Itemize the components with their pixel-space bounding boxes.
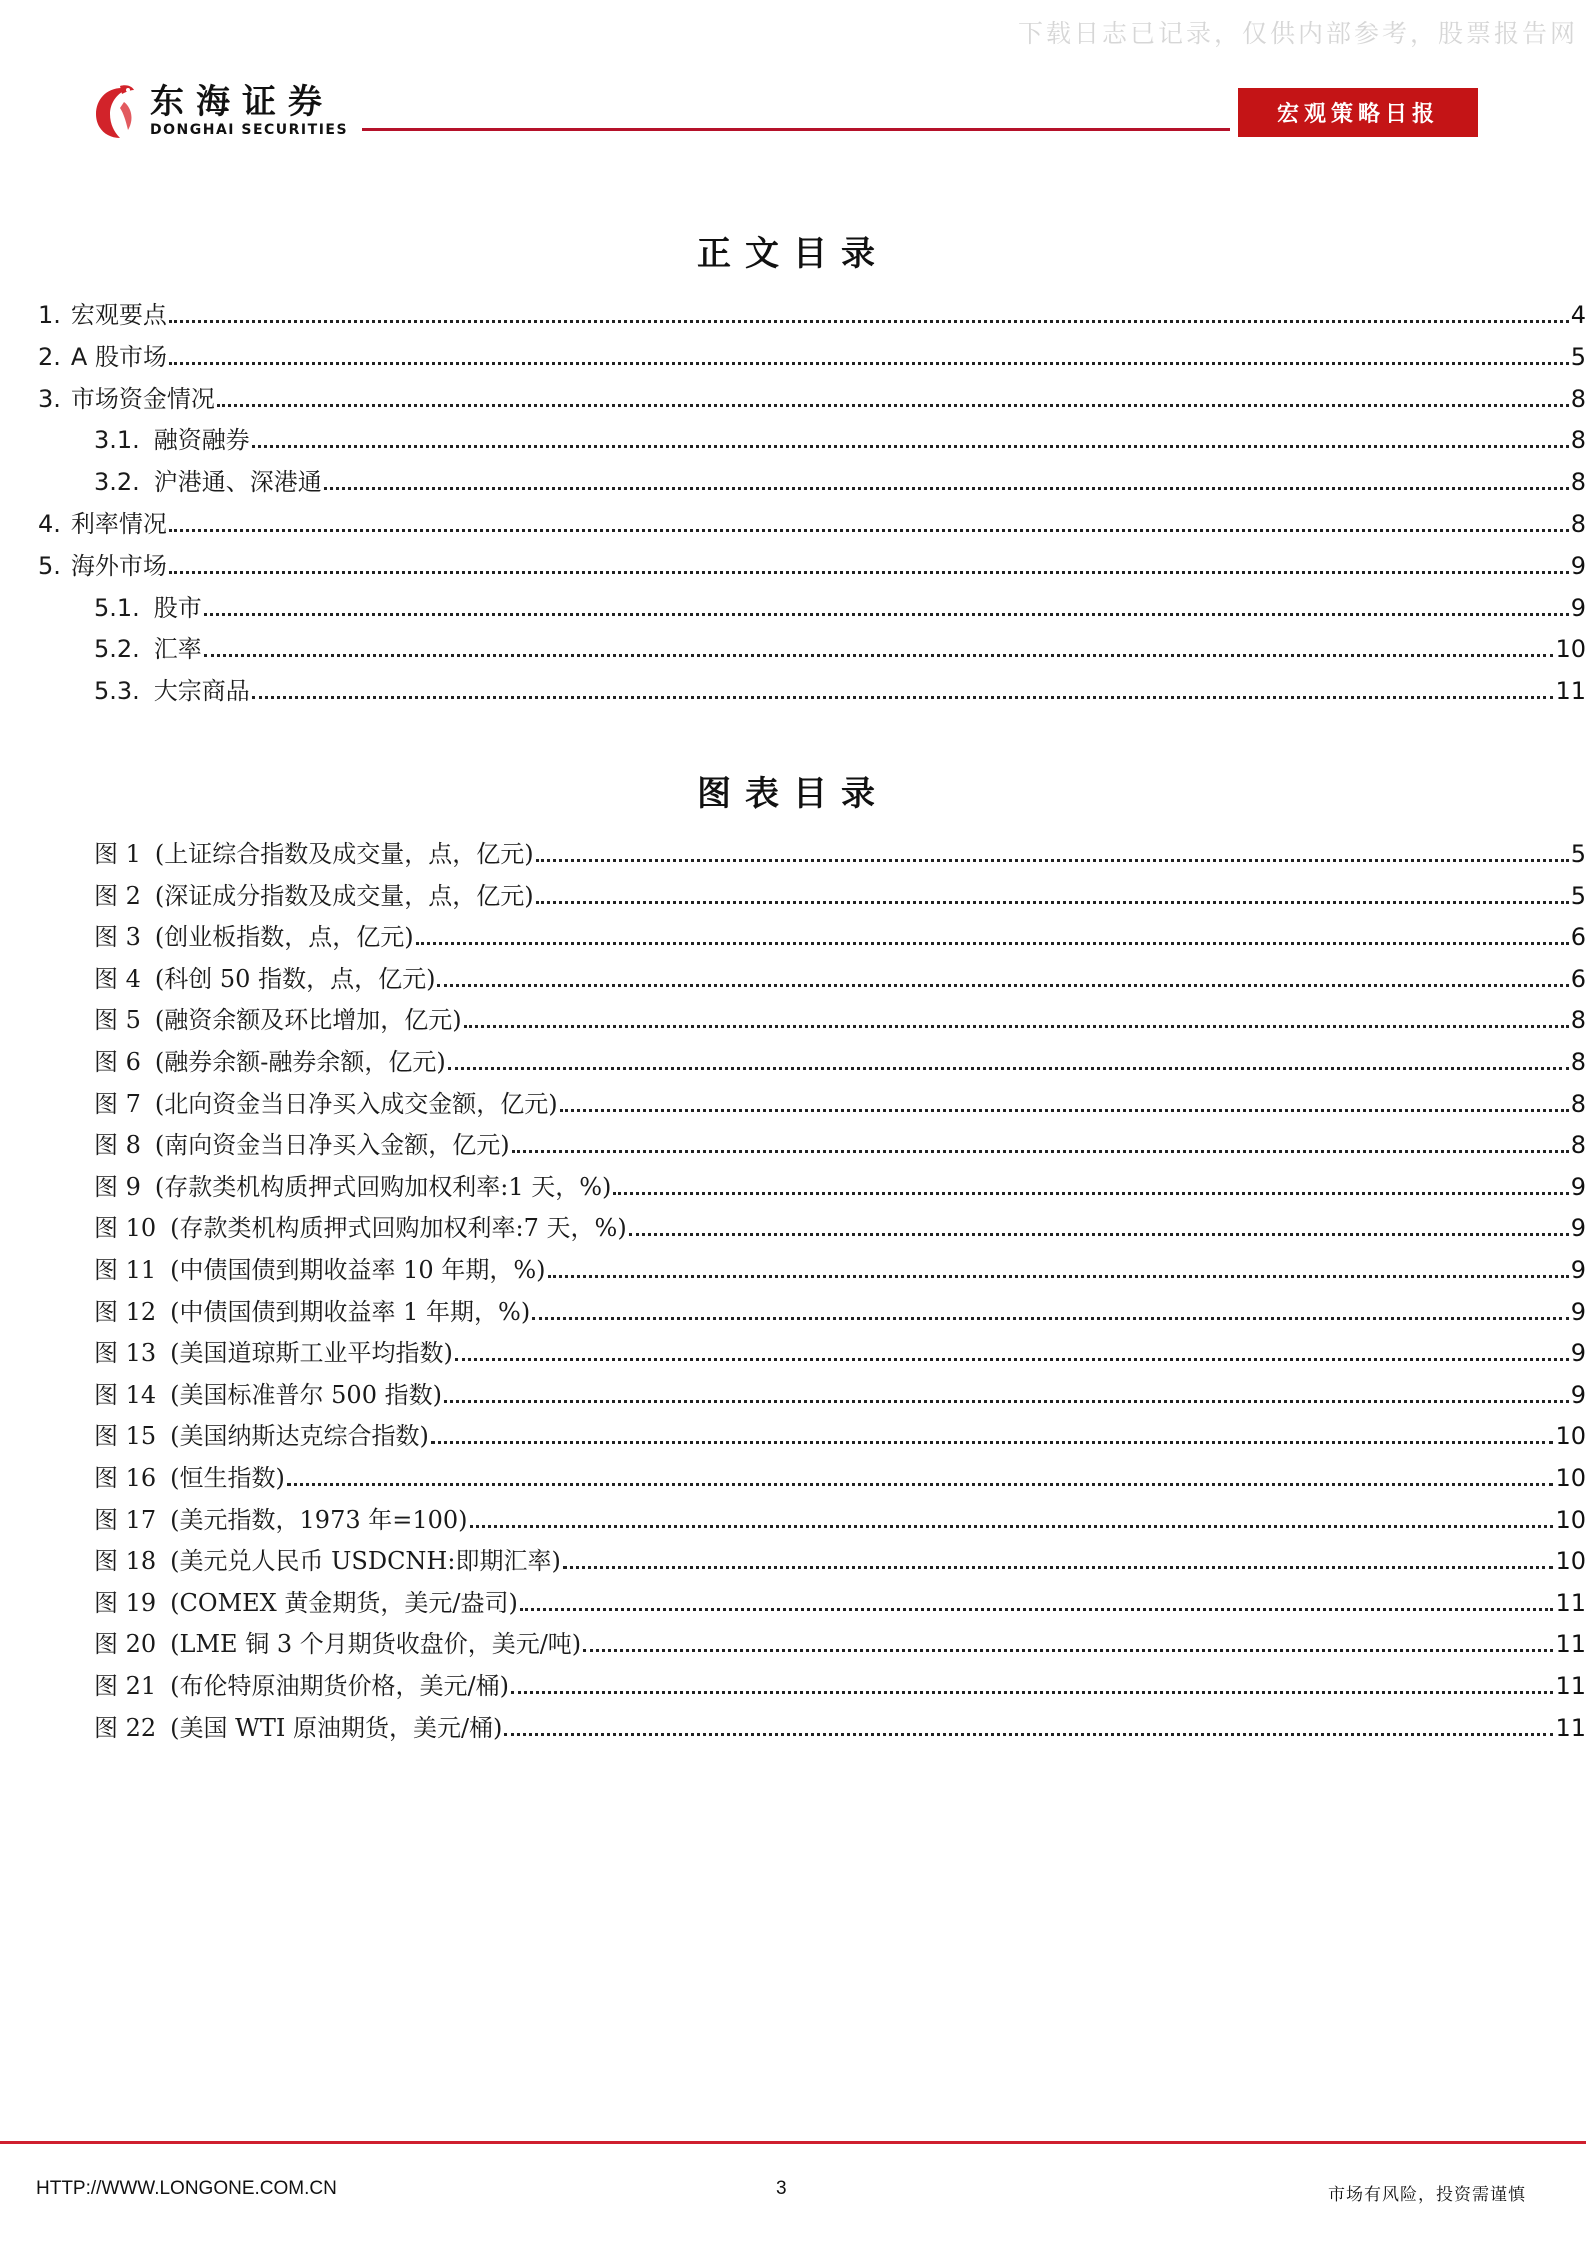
figure-caption: (美元指数，1973 年=100) (170, 1505, 468, 1534)
figure-list-item[interactable] (0, 1540, 1586, 1576)
figure-list-item[interactable] (0, 1291, 1586, 1327)
section-number: 2. (38, 342, 61, 371)
logo-english-name: DONGHAI SECURITIES (150, 122, 349, 138)
figure-list-item[interactable] (0, 1374, 1586, 1410)
figure-entry-label (0, 1671, 509, 1701)
figure-list-item[interactable] (0, 1623, 1586, 1659)
figure-number: 图 10 (94, 1214, 157, 1243)
figure-caption: (美国标准普尔 500 指数) (170, 1380, 442, 1409)
figure-caption: (科创 50 指数，点，亿元) (154, 964, 436, 993)
page-reference: 6 (1570, 923, 1586, 952)
dot-leader (583, 1649, 1553, 1652)
dot-leader (431, 1441, 1554, 1444)
dot-leader (287, 1483, 1554, 1486)
figure-number: 图 3 (94, 923, 141, 952)
figure-number: 图 18 (94, 1547, 157, 1576)
dot-leader (437, 984, 1568, 987)
section-title: 融资融券 (153, 426, 250, 455)
company-logo (92, 82, 354, 142)
figure-caption: (美国道琼斯工业平均指数) (170, 1339, 453, 1368)
figure-entry-label (0, 1089, 558, 1119)
risk-disclaimer: 市场有风险，投资需谨慎 (1328, 2185, 1526, 2205)
figure-list-item[interactable] (0, 1041, 1586, 1077)
dot-leader (324, 487, 1569, 490)
logo-chinese-name: 东海证券 (150, 82, 334, 122)
figure-caption: (中债国债到期收益率 10 年期，%) (170, 1256, 546, 1284)
page-reference: 8 (1570, 1089, 1586, 1118)
dot-leader (217, 404, 1569, 407)
section-title: A 股市场 (70, 342, 167, 371)
dot-leader (511, 1691, 1553, 1694)
figure-entry-label (0, 1172, 611, 1202)
page-number: 3 (776, 2178, 787, 2199)
figure-number: 图 1 (94, 840, 141, 868)
figure-entry-label (0, 1463, 285, 1493)
figure-list-item[interactable] (0, 875, 1586, 911)
figure-list-item[interactable] (0, 1707, 1586, 1743)
dot-leader (470, 1525, 1554, 1528)
toc-entry-label (0, 509, 167, 539)
dot-leader (563, 1566, 1554, 1569)
figure-number: 图 2 (94, 881, 141, 910)
toc-entry-label (0, 593, 202, 623)
section-title: 市场资金情况 (70, 384, 215, 413)
figure-entry-label (0, 1130, 510, 1160)
watermark-text: 下载日志已记录，仅供内部参考，股票报告网 (1017, 19, 1578, 48)
dot-leader (252, 696, 1554, 699)
figure-list-item[interactable] (0, 1415, 1586, 1451)
toc-item[interactable] (0, 545, 1586, 581)
page-reference: 9 (1570, 1380, 1586, 1409)
dot-leader (416, 942, 1569, 945)
page-reference: 8 (1570, 510, 1586, 538)
figure-entry-label (0, 1047, 446, 1077)
figure-number: 图 7 (94, 1089, 141, 1118)
section-number: 5.3. (94, 677, 140, 706)
toc-item[interactable] (0, 294, 1586, 330)
dragon-logo-icon (92, 82, 140, 142)
page-reference: 10 (1555, 635, 1586, 664)
section-title: 宏观要点 (70, 301, 167, 329)
toc-entry-label (0, 467, 322, 497)
toc-entry-label (0, 342, 167, 372)
figure-caption: (存款类机构质押式回购加权利率:7 天，%) (170, 1214, 627, 1243)
section-title: 股市 (153, 593, 202, 622)
toc-entry-label (0, 384, 215, 414)
figure-caption: (中债国债到期收益率 1 年期，%) (170, 1297, 531, 1326)
dot-leader (613, 1192, 1568, 1195)
section-number: 5.1. (94, 593, 140, 622)
figure-caption: (LME 铜 3 个月期货收盘价，美元/吨) (170, 1630, 582, 1659)
figure-caption: (存款类机构质押式回购加权利率:1 天，%) (154, 1172, 612, 1201)
page-reference: 4 (1570, 301, 1586, 329)
figure-list-item[interactable] (0, 1249, 1586, 1285)
dot-leader (169, 362, 1569, 365)
figure-entry-label (0, 1338, 453, 1368)
page-reference: 9 (1570, 1172, 1586, 1201)
figure-list-title: 图表目录 (697, 774, 889, 814)
section-number: 4. (38, 510, 61, 538)
dot-leader (169, 571, 1569, 574)
dot-leader (548, 1275, 1569, 1278)
figure-caption: (上证综合指数及成交量，点，亿元) (154, 840, 534, 868)
dot-leader (532, 1317, 1568, 1320)
figure-number: 图 16 (94, 1464, 157, 1492)
toc-entry-label (0, 676, 250, 706)
figure-caption: (恒生指数) (170, 1464, 285, 1492)
dot-leader (536, 859, 1569, 862)
dot-leader (455, 1358, 1569, 1361)
figure-number: 图 5 (94, 1006, 141, 1035)
page-reference: 6 (1570, 964, 1586, 993)
page-reference: 8 (1570, 1006, 1586, 1035)
section-title: 利率情况 (70, 510, 167, 538)
figure-caption: (美元兑人民币 USDCNH:即期汇率) (170, 1547, 561, 1576)
figure-caption: (美国 WTI 原油期货，美元/桶) (170, 1713, 503, 1742)
figure-entry-label (0, 1380, 442, 1410)
figure-entry-label (0, 1421, 429, 1451)
figure-caption: (创业板指数，点，亿元) (154, 923, 414, 952)
section-number: 3.1. (94, 426, 140, 455)
figure-caption: (南向资金当日净买入金额，亿元) (154, 1131, 510, 1160)
figure-entry-label (0, 1629, 581, 1659)
page-reference: 10 (1555, 1422, 1586, 1451)
page-reference: 5 (1570, 342, 1586, 371)
figure-list-item[interactable] (0, 833, 1586, 869)
figure-entry-label (0, 1213, 627, 1243)
figure-entry-label (0, 1588, 518, 1618)
toc-entry-label (0, 425, 250, 455)
dot-leader (512, 1150, 1569, 1153)
page-reference: 8 (1570, 426, 1586, 455)
figure-number: 图 14 (94, 1380, 157, 1409)
figure-entry-label (0, 839, 534, 869)
figure-list-item[interactable] (0, 1166, 1586, 1202)
figure-list-item[interactable] (0, 916, 1586, 952)
dot-leader (252, 445, 1569, 448)
figure-caption: (COMEX 黄金期货，美元/盎司) (170, 1588, 518, 1617)
figure-number: 图 20 (94, 1630, 157, 1659)
section-number: 5. (38, 551, 61, 580)
figure-number: 图 13 (94, 1339, 157, 1368)
page-reference: 8 (1570, 1131, 1586, 1160)
toc-item[interactable] (0, 419, 1586, 455)
dot-leader (444, 1400, 1569, 1403)
figure-entry-label (0, 1505, 468, 1535)
figure-list-item[interactable] (0, 1083, 1586, 1119)
page-reference: 10 (1555, 1547, 1586, 1576)
page-reference: 11 (1555, 677, 1586, 706)
toc-item[interactable] (0, 670, 1586, 706)
toc-item[interactable] (0, 503, 1586, 539)
figure-number: 图 4 (94, 964, 141, 993)
figure-entry-label (0, 1255, 546, 1285)
figure-caption: (北向资金当日净买入成交金额，亿元) (154, 1089, 558, 1118)
figure-caption: (深证成分指数及成交量，点，亿元) (154, 881, 534, 910)
figure-entry-label (0, 1546, 561, 1576)
page-reference: 10 (1555, 1464, 1586, 1492)
toc-item[interactable] (0, 461, 1586, 497)
section-number: 3. (38, 384, 61, 413)
figure-list-item[interactable] (0, 999, 1586, 1035)
figure-list-item[interactable] (0, 1124, 1586, 1160)
figure-caption: (融资余额及环比增加，亿元) (154, 1006, 462, 1035)
figure-number: 图 19 (94, 1588, 157, 1617)
header-divider (362, 128, 1230, 131)
dot-leader (448, 1067, 1569, 1070)
section-title: 汇率 (153, 635, 202, 664)
toc-item[interactable] (0, 378, 1586, 414)
toc-item[interactable] (0, 628, 1586, 664)
figure-entry-label (0, 1297, 530, 1327)
section-number: 5.2. (94, 635, 140, 664)
toc-item[interactable] (0, 336, 1586, 372)
dot-leader (629, 1233, 1569, 1236)
section-title: 大宗商品 (153, 677, 250, 706)
dot-leader (204, 654, 1554, 657)
footer-divider (0, 2141, 1586, 2144)
dot-leader (560, 1109, 1569, 1112)
figure-entry-label (0, 964, 435, 994)
page-reference: 8 (1570, 384, 1586, 413)
page-reference: 9 (1570, 1214, 1586, 1243)
figure-list-item[interactable] (0, 1332, 1586, 1368)
toc-entry-label (0, 300, 167, 330)
toc-entry-label (0, 551, 167, 581)
toc-entry-label (0, 634, 202, 664)
figure-number: 图 17 (94, 1505, 157, 1534)
figure-entry-label (0, 1005, 462, 1035)
dot-leader (169, 320, 1569, 323)
page-reference: 9 (1570, 1256, 1586, 1284)
dot-leader (169, 529, 1569, 532)
section-title: 沪港通、深港通 (153, 468, 322, 497)
page-reference: 5 (1570, 840, 1586, 868)
page-reference: 8 (1570, 468, 1586, 497)
figure-entry-label (0, 922, 414, 952)
figure-list-item[interactable] (0, 1582, 1586, 1618)
figure-number: 图 6 (94, 1048, 141, 1076)
dot-leader (536, 901, 1569, 904)
section-number: 1. (38, 301, 61, 329)
page-reference: 11 (1555, 1672, 1586, 1700)
report-type-badge: 宏观策略日报 (1238, 88, 1478, 137)
figure-list-item[interactable] (0, 1457, 1586, 1493)
figure-number: 图 21 (94, 1672, 157, 1700)
page-reference: 10 (1555, 1505, 1586, 1534)
figure-number: 图 8 (94, 1131, 141, 1160)
figure-caption: (美国纳斯达克综合指数) (170, 1422, 429, 1451)
toc-title: 正文目录 (697, 234, 889, 274)
section-number: 3.2. (94, 468, 140, 497)
page-reference: 11 (1555, 1713, 1586, 1742)
figure-list-item[interactable] (0, 1499, 1586, 1535)
page-reference: 11 (1555, 1588, 1586, 1617)
page-reference: 9 (1570, 593, 1586, 622)
dot-leader (520, 1608, 1554, 1611)
dot-leader (504, 1733, 1553, 1736)
page-reference: 9 (1570, 1339, 1586, 1368)
dot-leader (204, 613, 1569, 616)
figure-number: 图 12 (94, 1297, 157, 1326)
figure-list-item[interactable] (0, 958, 1586, 994)
figure-list-item[interactable] (0, 1207, 1586, 1243)
page-reference: 8 (1570, 1048, 1586, 1076)
page-reference: 11 (1555, 1630, 1586, 1659)
figure-number: 图 11 (94, 1256, 157, 1284)
figure-number: 图 22 (94, 1713, 157, 1742)
page-reference: 9 (1570, 551, 1586, 580)
figure-entry-label (0, 1713, 502, 1743)
figure-number: 图 15 (94, 1422, 157, 1451)
section-title: 海外市场 (70, 551, 167, 580)
toc-item[interactable] (0, 587, 1586, 623)
figure-list-item[interactable] (0, 1665, 1586, 1701)
page-reference: 5 (1570, 881, 1586, 910)
page-reference: 9 (1570, 1297, 1586, 1326)
footer-website-link[interactable]: HTTP://WWW.LONGONE.COM.CN (36, 2178, 337, 2199)
figure-number: 图 9 (94, 1172, 141, 1201)
figure-caption: (布伦特原油期货价格，美元/桶) (170, 1672, 509, 1700)
dot-leader (464, 1025, 1569, 1028)
figure-entry-label (0, 881, 534, 911)
figure-caption: (融券余额-融券余额，亿元) (154, 1048, 446, 1076)
